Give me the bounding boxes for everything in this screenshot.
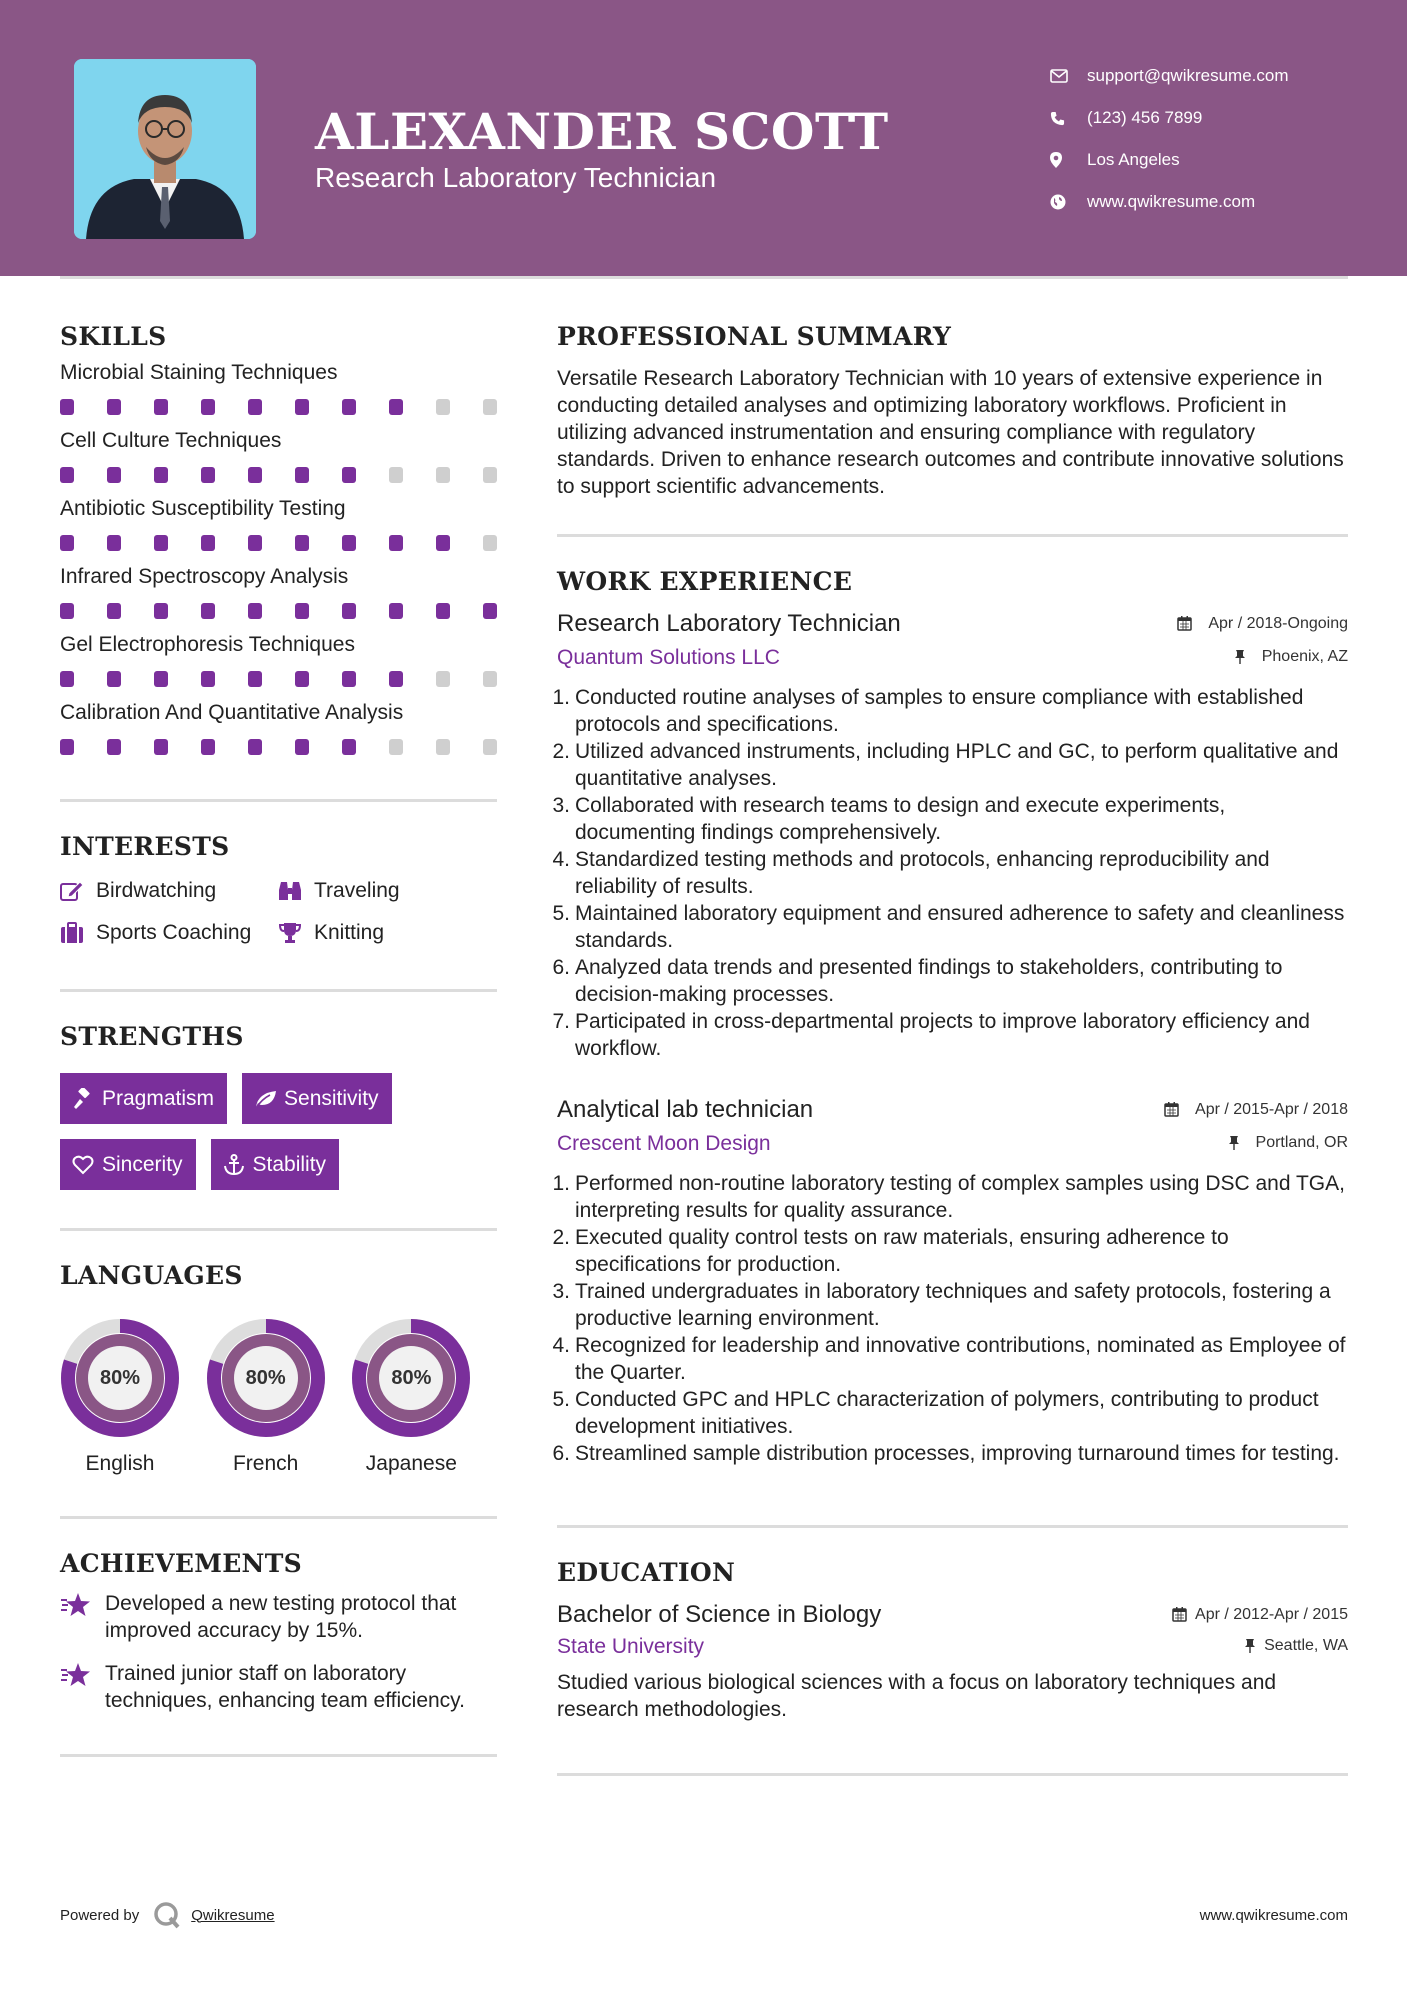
skill-name: Microbial Staining Techniques bbox=[60, 361, 338, 384]
rating-dot bbox=[295, 739, 309, 755]
rating-dot bbox=[436, 603, 450, 619]
star-icon bbox=[60, 1590, 105, 1644]
rating-dot bbox=[107, 399, 121, 415]
job-dates-text: Apr / 2018-Ongoing bbox=[1208, 614, 1348, 632]
rating-dot bbox=[60, 467, 74, 483]
map-pin-icon bbox=[1050, 152, 1087, 168]
rating-dot bbox=[389, 739, 403, 755]
education-head bbox=[557, 1601, 1348, 1629]
powered-by bbox=[60, 1901, 275, 1929]
education-degree: Bachelor of Science in Biology bbox=[557, 1601, 882, 1628]
footer bbox=[60, 1900, 1348, 1930]
skills-list bbox=[60, 361, 497, 755]
qwikresume-logo-icon bbox=[153, 1901, 181, 1929]
rating-dot bbox=[60, 399, 74, 415]
job-bullet bbox=[552, 1008, 1348, 1062]
strengths-title: STRENGTHS bbox=[60, 1022, 244, 1051]
job-location bbox=[1228, 1134, 1348, 1152]
skill-name: Antibiotic Susceptibility Testing bbox=[60, 497, 346, 520]
rating-dot bbox=[107, 671, 121, 687]
rating-dot bbox=[154, 603, 168, 619]
job-subhead bbox=[557, 646, 1348, 670]
rating-dot bbox=[154, 671, 168, 687]
bullet-text: Analyzed data trends and presented findings to stakeholders, contributing to decision-making processes. bbox=[575, 956, 1283, 1006]
anchor-icon bbox=[223, 1154, 253, 1176]
candidate-title: Research Laboratory Technician bbox=[315, 162, 717, 193]
rating-dot bbox=[154, 739, 168, 755]
education-title: EDUCATION bbox=[557, 1558, 736, 1587]
strengths-list bbox=[60, 1073, 497, 1190]
language-item bbox=[206, 1318, 352, 1476]
job-bullet bbox=[552, 1278, 1348, 1332]
rating-dot bbox=[436, 671, 450, 687]
binoculars-icon bbox=[278, 880, 314, 902]
calendar-icon bbox=[1164, 1102, 1187, 1117]
job-bullets bbox=[552, 684, 1348, 1062]
trophy-icon bbox=[278, 922, 314, 944]
section-divider bbox=[60, 799, 497, 802]
rating-dot bbox=[154, 399, 168, 415]
language-percent: 80% bbox=[245, 1366, 286, 1389]
bullet-text: Streamlined sample distribution processes, improving turnaround times for testing. bbox=[575, 1442, 1340, 1465]
rating-dot bbox=[60, 739, 74, 755]
rating-dot bbox=[154, 467, 168, 483]
globe-icon bbox=[1050, 194, 1087, 210]
job-bullet bbox=[552, 900, 1348, 954]
contact-location-text: Los Angeles bbox=[1087, 150, 1180, 169]
job-title: Analytical lab technician bbox=[557, 1096, 814, 1123]
bullet-number: 4. bbox=[552, 1334, 570, 1357]
job-title: Research Laboratory Technician bbox=[557, 610, 901, 637]
bullet-text: Collaborated with research teams to design and execute experiments, documenting findings comprehensively. bbox=[575, 794, 1226, 844]
job-bullet bbox=[552, 1440, 1348, 1467]
contact-phone[interactable] bbox=[1050, 97, 1390, 139]
skill-name: Calibration And Quantitative Analysis bbox=[60, 701, 404, 724]
rating-dot bbox=[389, 535, 403, 551]
rating-dot bbox=[201, 399, 215, 415]
rating-dot bbox=[248, 671, 262, 687]
rating-dot bbox=[60, 603, 74, 619]
bullet-text: Recognized for leadership and innovative contributions, nominated as Employee of the Quarter. bbox=[575, 1334, 1346, 1384]
interests-list bbox=[60, 879, 497, 945]
language-percent: 80% bbox=[99, 1366, 141, 1389]
rating-dot bbox=[201, 467, 215, 483]
contact-list bbox=[1050, 55, 1390, 223]
bullet-text: Participated in cross-departmental projects to improve laboratory efficiency and workflow. bbox=[575, 1010, 1310, 1060]
job-location-text: Portland, OR bbox=[1255, 1133, 1348, 1151]
rating-dot bbox=[248, 603, 262, 619]
envelope-icon bbox=[1050, 69, 1087, 83]
contact-email[interactable] bbox=[1050, 55, 1390, 97]
footer-url[interactable]: www.qwikresume.com bbox=[1199, 1906, 1348, 1924]
strength-badge bbox=[60, 1139, 196, 1190]
interest-item bbox=[60, 921, 278, 945]
summary-section bbox=[557, 322, 1348, 500]
section-divider bbox=[60, 1754, 497, 1757]
education-dates-text: Apr / 2012-Apr / 2015 bbox=[1195, 1605, 1348, 1623]
job-bullet bbox=[552, 738, 1348, 792]
bullet-number: 1. bbox=[552, 686, 570, 709]
bullet-number: 5. bbox=[552, 1388, 570, 1411]
strengths-section bbox=[60, 1022, 497, 1190]
jobs-list bbox=[552, 610, 1348, 1467]
rating-dot bbox=[436, 535, 450, 551]
job-head bbox=[557, 1096, 1348, 1124]
skill-name: Gel Electrophoresis Techniques bbox=[60, 633, 355, 656]
rating-dot bbox=[295, 671, 309, 687]
rating-dot bbox=[483, 467, 497, 483]
education-dates bbox=[1172, 1606, 1348, 1624]
skill-rating bbox=[60, 467, 497, 483]
job-company: Quantum Solutions LLC bbox=[557, 646, 780, 669]
job-location bbox=[1234, 648, 1348, 666]
interests-section bbox=[60, 832, 497, 945]
job-bullet bbox=[552, 1332, 1348, 1386]
bullet-number: 3. bbox=[552, 1280, 570, 1303]
skill-rating bbox=[60, 535, 497, 551]
education-section bbox=[557, 1558, 1348, 1723]
skills-title: SKILLS bbox=[60, 322, 167, 351]
section-divider bbox=[60, 1228, 497, 1231]
job-location-text: Phoenix, AZ bbox=[1261, 647, 1348, 665]
job-entry bbox=[552, 1096, 1348, 1467]
summary-text: Versatile Research Laboratory Technician with 10 years of extensive experience in conducting detailed analyses and optimizing laboratory workflows. Proficient in utilizing advanced instrumentation and ensuring compliance with regulatory standards. Driven to enhance research outcomes and contribute innovative solutions to support scientific advancements. bbox=[557, 367, 1344, 498]
rating-dot bbox=[107, 467, 121, 483]
pushpin-icon bbox=[1228, 1135, 1248, 1150]
achievement-text: Developed a new testing protocol that improved accuracy by 15%. bbox=[105, 1592, 457, 1642]
bullet-number: 6. bbox=[552, 1442, 570, 1465]
section-divider bbox=[557, 534, 1348, 537]
contact-website-text: www.qwikresume.com bbox=[1087, 192, 1256, 211]
interest-item bbox=[60, 879, 278, 903]
bullet-text: Conducted routine analyses of samples to ensure compliance with established protocols and specifications. bbox=[575, 686, 1304, 736]
powered-by-text: Powered by bbox=[60, 1906, 140, 1924]
rating-dot bbox=[248, 467, 262, 483]
bullet-number: 7. bbox=[552, 1010, 570, 1033]
rating-dot bbox=[483, 535, 497, 551]
rating-dot bbox=[483, 671, 497, 687]
candidate-name: ALEXANDER SCOTT bbox=[315, 102, 889, 161]
job-bullets bbox=[552, 1170, 1348, 1467]
rating-dot bbox=[389, 399, 403, 415]
rating-dot bbox=[342, 671, 356, 687]
bullet-number: 2. bbox=[552, 1226, 570, 1249]
rating-dot bbox=[107, 603, 121, 619]
heart-icon bbox=[72, 1155, 102, 1175]
edit-icon bbox=[60, 880, 96, 902]
strength-badge bbox=[242, 1073, 392, 1124]
bullet-text: Utilized advanced instruments, including HPLC and GC, to perform qualitative and quantitative analyses. bbox=[575, 740, 1339, 790]
job-bullet bbox=[552, 846, 1348, 900]
qwikresume-link[interactable]: Qwikresume bbox=[191, 1906, 275, 1924]
header-divider bbox=[60, 276, 1348, 279]
language-ring bbox=[351, 1318, 471, 1438]
right-column bbox=[552, 322, 1348, 1776]
education-subhead bbox=[557, 1635, 1348, 1659]
pushpin-icon bbox=[1234, 649, 1254, 664]
rating-dot bbox=[436, 739, 450, 755]
interests-title: INTERESTS bbox=[60, 832, 230, 861]
language-item bbox=[60, 1318, 206, 1476]
languages-title: LANGUAGES bbox=[60, 1261, 243, 1290]
rating-dot bbox=[342, 739, 356, 755]
bullet-number: 2. bbox=[552, 740, 570, 763]
languages-section bbox=[60, 1261, 497, 1476]
job-bullet bbox=[552, 792, 1348, 846]
rating-dot bbox=[60, 535, 74, 551]
rating-dot bbox=[60, 671, 74, 687]
job-dates bbox=[1164, 1101, 1348, 1119]
rating-dot bbox=[201, 603, 215, 619]
rating-dot bbox=[248, 399, 262, 415]
leaf-icon bbox=[254, 1089, 284, 1109]
gavel-icon bbox=[72, 1088, 102, 1110]
profile-photo bbox=[74, 59, 256, 239]
strength-label: Stability bbox=[252, 1152, 327, 1176]
skill-name: Cell Culture Techniques bbox=[60, 429, 282, 452]
job-bullet bbox=[552, 684, 1348, 738]
rating-dot bbox=[389, 467, 403, 483]
language-ring bbox=[206, 1318, 326, 1438]
rating-dot bbox=[295, 603, 309, 619]
summary-title: PROFESSIONAL SUMMARY bbox=[557, 322, 952, 351]
job-head bbox=[557, 610, 1348, 638]
rating-dot bbox=[342, 603, 356, 619]
job-entry bbox=[552, 610, 1348, 1062]
bullet-number: 5. bbox=[552, 902, 570, 925]
rating-dot bbox=[201, 671, 215, 687]
calendar-icon bbox=[1172, 1607, 1187, 1622]
bullet-text: Conducted GPC and HPLC characterization of polymers, contributing to product development initiatives. bbox=[575, 1388, 1319, 1438]
bullet-number: 4. bbox=[552, 848, 570, 871]
language-ring bbox=[60, 1318, 180, 1438]
rating-dot bbox=[107, 535, 121, 551]
skill-rating bbox=[60, 739, 497, 755]
interest-label: Knitting bbox=[314, 921, 385, 944]
job-dates-text: Apr / 2015-Apr / 2018 bbox=[1195, 1100, 1348, 1118]
bullet-text: Trained undergraduates in laboratory techniques and safety protocols, fostering a productive learning environment. bbox=[575, 1280, 1331, 1330]
rating-dot bbox=[389, 603, 403, 619]
language-percent: 80% bbox=[391, 1366, 432, 1389]
section-divider bbox=[60, 989, 497, 992]
strength-badge bbox=[60, 1073, 227, 1124]
experience-section bbox=[552, 567, 1348, 1467]
skill-rating bbox=[60, 399, 497, 415]
experience-title: WORK EXPERIENCE bbox=[557, 567, 853, 596]
rating-dot bbox=[107, 739, 121, 755]
rating-dot bbox=[389, 671, 403, 687]
rating-dot bbox=[201, 739, 215, 755]
bullet-text: Executed quality control tests on raw materials, ensuring adherence to specifications for production. bbox=[575, 1226, 1229, 1276]
language-name: Japanese bbox=[365, 1452, 457, 1475]
bullet-text: Performed non-routine laboratory testing of complex samples using DSC and TGA, interpreting results for quality assurance. bbox=[575, 1172, 1345, 1222]
contact-phone-text: (123) 456 7899 bbox=[1087, 108, 1203, 127]
interest-item bbox=[278, 879, 497, 903]
job-company: Crescent Moon Design bbox=[557, 1132, 771, 1155]
resume-header bbox=[0, 0, 1407, 276]
section-divider bbox=[557, 1525, 1348, 1528]
contact-location bbox=[1050, 139, 1390, 181]
rating-dot bbox=[483, 739, 497, 755]
rating-dot bbox=[342, 399, 356, 415]
job-bullet bbox=[552, 1224, 1348, 1278]
language-item bbox=[351, 1318, 497, 1476]
star-icon bbox=[60, 1660, 105, 1714]
rating-dot bbox=[436, 467, 450, 483]
job-dates bbox=[1177, 615, 1348, 633]
bullet-number: 3. bbox=[552, 794, 570, 817]
rating-dot bbox=[248, 739, 262, 755]
achievement-item bbox=[60, 1590, 497, 1644]
rating-dot bbox=[295, 399, 309, 415]
rating-dot bbox=[295, 535, 309, 551]
education-location-text: Seattle, WA bbox=[1264, 1636, 1348, 1654]
language-name: English bbox=[85, 1452, 155, 1475]
strength-label: Sensitivity bbox=[284, 1086, 379, 1110]
rating-dot bbox=[342, 467, 356, 483]
left-column bbox=[60, 322, 497, 1757]
contact-email-text: support@qwikresume.com bbox=[1087, 66, 1289, 85]
contact-website[interactable] bbox=[1050, 181, 1390, 223]
education-location bbox=[1244, 1637, 1348, 1655]
skill-rating bbox=[60, 603, 497, 619]
achievements-section bbox=[60, 1549, 497, 1714]
suitcase-icon bbox=[60, 922, 96, 944]
calendar-icon bbox=[1177, 616, 1200, 631]
skill-rating bbox=[60, 671, 497, 687]
job-subhead bbox=[557, 1132, 1348, 1156]
strength-label: Pragmatism bbox=[102, 1086, 215, 1110]
language-name: French bbox=[232, 1452, 299, 1475]
pushpin-icon bbox=[1244, 1638, 1256, 1653]
achievement-text: Trained junior staff on laboratory techniques, enhancing team efficiency. bbox=[105, 1662, 465, 1712]
interest-item bbox=[278, 921, 497, 945]
bullet-number: 1. bbox=[552, 1172, 570, 1195]
phone-icon bbox=[1050, 111, 1087, 126]
skills-section bbox=[60, 322, 497, 755]
interest-label: Traveling bbox=[314, 879, 400, 902]
achievement-item bbox=[60, 1660, 497, 1714]
rating-dot bbox=[436, 399, 450, 415]
rating-dot bbox=[248, 535, 262, 551]
bullet-number: 6. bbox=[552, 956, 570, 979]
section-divider bbox=[557, 1773, 1348, 1776]
languages-list bbox=[60, 1318, 497, 1476]
rating-dot bbox=[154, 535, 168, 551]
rating-dot bbox=[483, 399, 497, 415]
bullet-text: Standardized testing methods and protocols, enhancing reproducibility and reliability of results. bbox=[575, 848, 1270, 898]
interest-label: Birdwatching bbox=[96, 879, 217, 902]
job-bullet bbox=[552, 954, 1348, 1008]
job-bullet bbox=[552, 1386, 1348, 1440]
rating-dot bbox=[483, 603, 497, 619]
rating-dot bbox=[295, 467, 309, 483]
section-divider bbox=[60, 1516, 497, 1519]
achievements-title: ACHIEVEMENTS bbox=[60, 1549, 302, 1578]
strength-badge bbox=[211, 1139, 340, 1190]
rating-dot bbox=[201, 535, 215, 551]
rating-dot bbox=[342, 535, 356, 551]
bullet-text: Maintained laboratory equipment and ensured adherence to safety and cleanliness standards. bbox=[575, 902, 1345, 952]
job-bullet bbox=[552, 1170, 1348, 1224]
strength-label: Sincerity bbox=[102, 1152, 183, 1176]
skill-name: Infrared Spectroscopy Analysis bbox=[60, 565, 349, 588]
interest-label: Sports Coaching bbox=[96, 921, 252, 944]
achievements-list bbox=[60, 1590, 497, 1714]
education-text: Studied various biological sciences with a focus on laboratory techniques and research methodologies. bbox=[557, 1671, 1277, 1721]
education-school: State University bbox=[557, 1635, 705, 1658]
